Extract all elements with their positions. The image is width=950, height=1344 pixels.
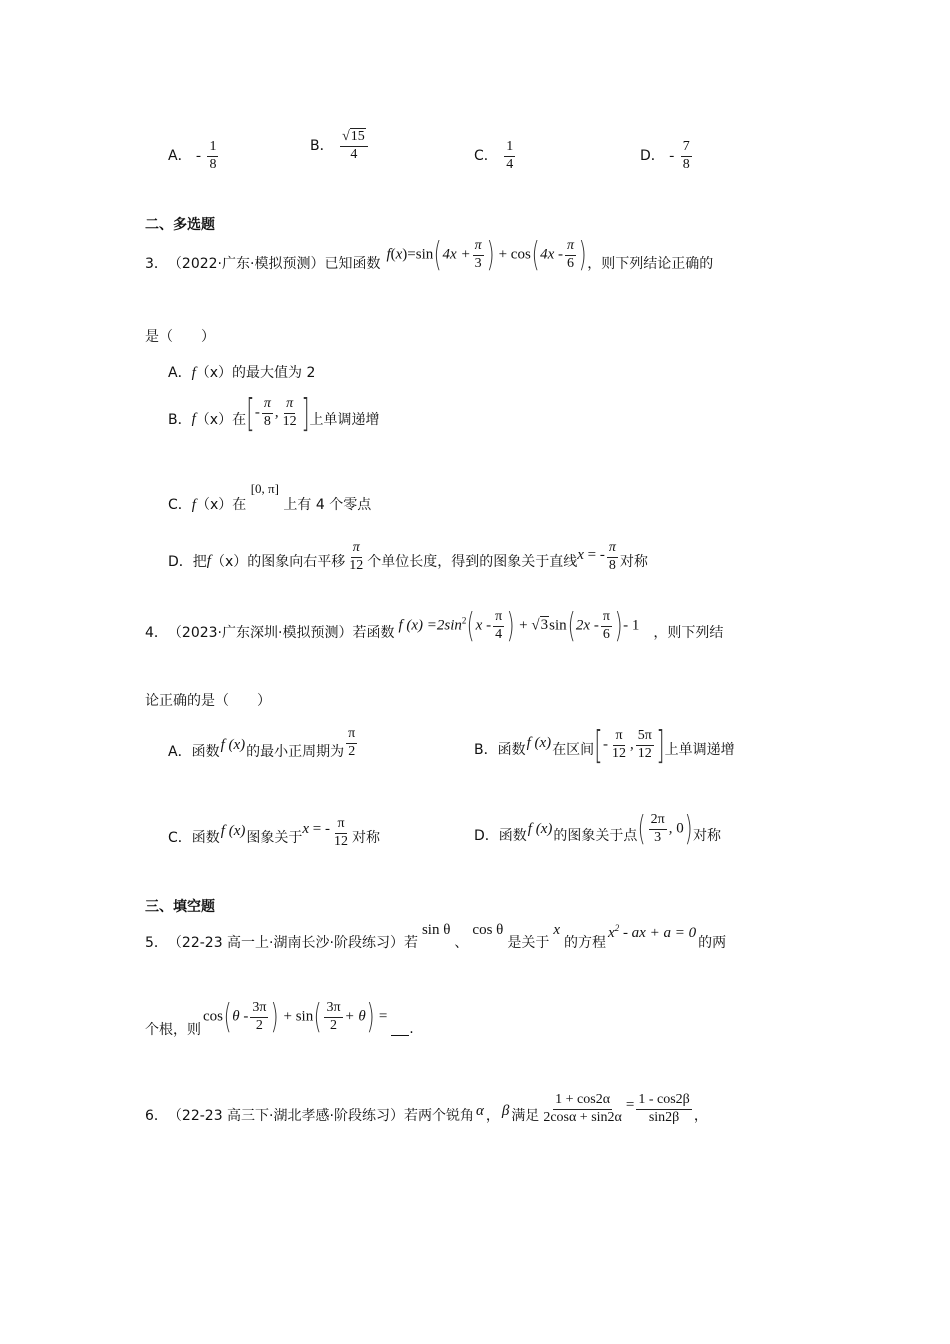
- q3-stem: [145, 235, 714, 288]
- q2-option-d: [640, 140, 694, 172]
- answer-blank[interactable]: [391, 1023, 409, 1036]
- question-source: （22-23 高三下·湖北孝感·阶段练习）若两个锐角: [167, 1108, 474, 1124]
- fraction: $\frac{1}{8}$: [209, 139, 217, 172]
- question-number: 3．: [145, 256, 168, 272]
- option-label: C．: [474, 148, 498, 165]
- question-source: （22-23 高一上·湖南长沙·阶段练习）若: [167, 935, 418, 951]
- section-heading-fill-in: 三、填空题: [145, 899, 215, 915]
- q4-option-d: D． 函数 f (x) 的图象关于点 ( $\frac{2\pi}{3}$ , 0) 对称: [474, 809, 721, 849]
- q3-formula: f(x)=sin(4x + $\frac{\pi}{3}$ ) + cos(4x - $\frac{\pi}{6}$ ): [386, 235, 587, 275]
- q4-formula: f $(x) =2\sin^2(x$ - $\frac{\pi}{4}$ ) + √3sin(2x - $\frac{\pi}{6}$ )- 1: [398, 606, 640, 646]
- section-heading-multiple-choice: 二、多选题: [145, 217, 215, 233]
- q2-option-c: [474, 140, 517, 172]
- q3-option-d: D． 把 f （x）的图象向右平移 $\frac{\pi}{12}$ 个单位长度，得到的图象关于直线 x = - $\frac{\pi}{8}$ 对称: [168, 539, 648, 573]
- q2-option-b: [310, 130, 370, 162]
- fraction: $\frac{1}{4}$: [506, 139, 514, 172]
- fraction: $\frac{√15}{4}$: [340, 130, 368, 162]
- option-label: D．: [640, 148, 665, 165]
- question-tail: ，则下列结: [653, 625, 724, 641]
- q5-stem-continued: 个根，则 cos(θ - $\frac{3\pi}{2}$ ) + sin( $\frac{3\pi}{2}$ + θ) = .: [145, 997, 414, 1038]
- q4-stem: [145, 608, 723, 656]
- question-source: （2022·广东·模拟预测）已知函数: [167, 256, 381, 272]
- question-source: （2023·广东深圳·模拟预测）若函数: [167, 625, 395, 641]
- interval: [0, π]: [250, 481, 279, 496]
- q4-option-a: A． 函数 f (x) 的最小正周期为 $\frac{\pi}{2}$: [168, 725, 356, 760]
- question-number: 6．: [145, 1108, 168, 1124]
- q2-option-a: [168, 140, 220, 172]
- q5-expression: cos(θ - $\frac{3\pi}{2}$ ) + sin( $\frac{3\pi}{2}$ + θ) =: [203, 997, 388, 1037]
- q3-option-c: C．f（x）在 [0, π] 上有 4 个零点: [168, 481, 372, 513]
- question-tail: ，则下列结论正确的: [587, 256, 714, 272]
- sign: -: [669, 148, 675, 165]
- q4-option-b: B． 函数 f (x) 在区间 [- $\frac{\pi}{12}$ , $\frac{5\pi}{12}$ ] 上单调递增: [474, 723, 735, 767]
- sign: -: [196, 148, 202, 165]
- fraction: $\frac{7}{8}$: [682, 139, 690, 172]
- q3-stem-continued: 是（ ）: [145, 329, 215, 345]
- q6-stem: 6． （22-23 高三下·湖北孝感·阶段练习）若两个锐角 α ， β 满足 $\frac{1 + \cos 2\alpha}{2\cos\alpha + \sin 2\alpha}$ = $\frac{1 - \cos 2\beta}{\sin 2\beta}$ ，: [145, 1091, 708, 1125]
- q4-stem-continued: 论正确的是（ ）: [145, 693, 271, 709]
- q3-option-a: A．f（x）的最大值为 2: [168, 365, 316, 381]
- question-number: 5．: [145, 935, 168, 951]
- q3-option-b: B． f （x）在 [- $\frac{\pi}{8}$ , $\frac{\pi}{12}$ ] 上单调递增: [168, 391, 380, 435]
- option-label: B．: [310, 138, 334, 155]
- q5-stem: 5． （22-23 高一上·湖南长沙·阶段练习）若 sin θ 、 cos θ 是关于 x 的方程 $x^2$ - ax + a = 0 的两: [145, 921, 727, 951]
- question-number: 4．: [145, 625, 168, 641]
- q4-option-c: C． 函数 f (x) 图象关于 x = - $\frac{\pi}{12}$ 对称: [168, 815, 380, 849]
- option-label: A．: [168, 148, 192, 165]
